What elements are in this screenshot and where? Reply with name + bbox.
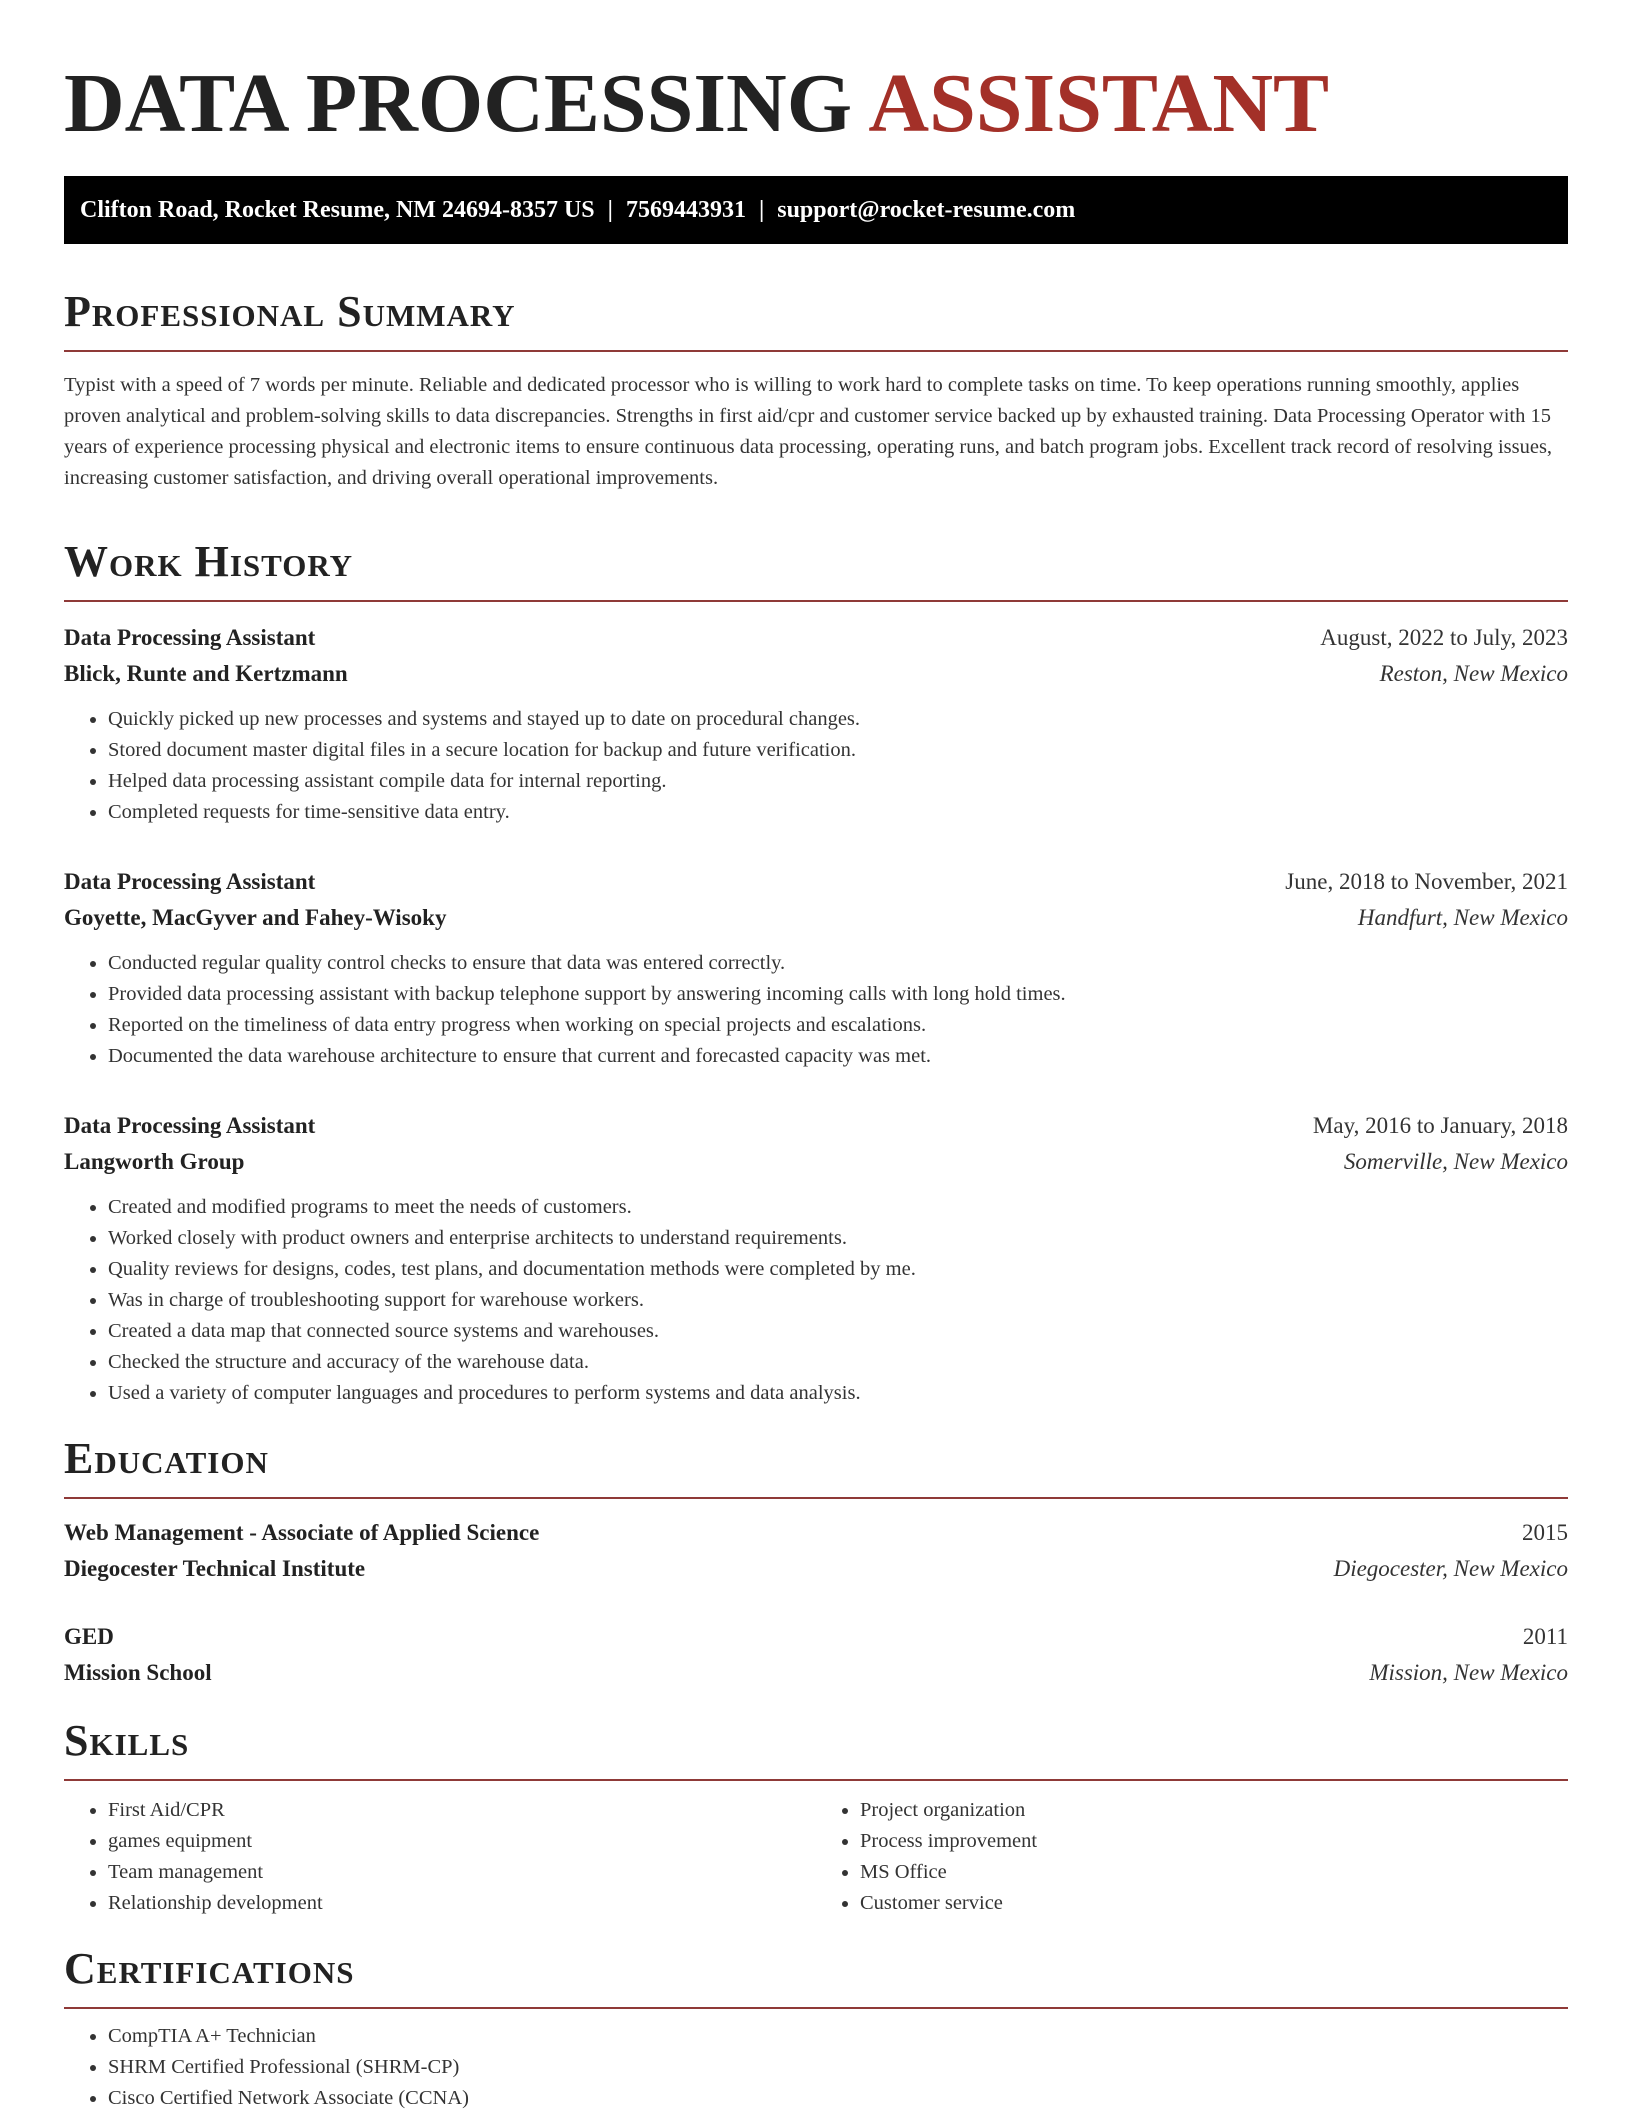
job-bullet: • Helped data processing assistant compile data for internal reporting.: [108, 766, 1568, 797]
job-bullet: • Completed requests for time-sensitive data entry.: [108, 797, 1568, 828]
job-location: Reston, New Mexico: [1379, 661, 1568, 686]
skill-item: • Customer service: [860, 1888, 1568, 1919]
job-location: Somerville, New Mexico: [1343, 1149, 1568, 1174]
summary-section: [64, 288, 1568, 494]
summary-text: Typist with a speed of 7 words per minute. Reliable and dedicated processor who is willing to work hard to complete tasks on time. To keep operations running smoothly, applies proven analytical and problem-solving skills to data discrepancies. Strengths in first aid/cpr and customer service backed up by exhausted training. Data Processing Operator with 15 years of experience processing physical and electronic items to ensure continuous data processing, operating runs, and batch program jobs. Excellent track record of resolving issues, increasing customer satisfaction, and driving overall operational improvements.: [64, 374, 1553, 489]
education-location: Diegocester, New Mexico: [1333, 1556, 1568, 1581]
job-title: Data Processing Assistant: [64, 869, 316, 894]
certifications-section: [64, 1945, 1568, 2114]
contact-bar: [64, 176, 1568, 244]
contact-phone: 7569443931: [625, 197, 746, 223]
skill-item: • MS Office: [860, 1857, 1568, 1888]
education-school: Diegocester Technical Institute: [64, 1556, 366, 1581]
job-entry: [64, 864, 1568, 1072]
job-bullets: [64, 704, 1568, 828]
job-bullet: • Used a variety of computer languages and procedures to perform systems and data analysis.: [108, 1378, 1568, 1409]
education-degree: Web Management - Associate of Applied Science: [64, 1520, 540, 1545]
education-entry: [64, 1515, 1568, 1587]
job-bullet: • Created and modified programs to meet the needs of customers.: [108, 1192, 1568, 1223]
skills-list-left: [64, 1795, 816, 1919]
skills-grid: [64, 1795, 1568, 1919]
job-bullet: • Reported on the timeliness of data entry progress when working on special projects and escalations.: [108, 1010, 1568, 1041]
job-entry: [64, 1108, 1568, 1409]
skill-item: • Team management: [108, 1857, 816, 1888]
job-bullets: [64, 948, 1568, 1072]
section-heading-skills: Skills: [64, 1717, 1568, 1781]
contact-address: Clifton Road, Rocket Resume, NM 24694-8357 US: [80, 197, 595, 223]
skill-item: • games equipment: [108, 1826, 816, 1857]
section-heading-certifications: Certifications: [64, 1945, 1568, 2009]
education-year: 2015: [1522, 1520, 1568, 1545]
skills-section: [64, 1717, 1568, 1919]
job-bullet: • Was in charge of troubleshooting support for warehouse workers.: [108, 1285, 1568, 1316]
resume-title: [64, 0, 1568, 152]
job-company: Goyette, MacGyver and Fahey-Wisoky: [64, 905, 447, 930]
job-company: Blick, Runte and Kertzmann: [64, 661, 348, 686]
education-year: 2011: [1522, 1624, 1568, 1649]
skill-item: • Process improvement: [860, 1826, 1568, 1857]
section-heading-work-history: Work History: [64, 538, 1568, 602]
work-history-section: [64, 538, 1568, 1409]
title-main: DATA PROCESSING: [64, 57, 853, 150]
job-dates: August, 2022 to July, 2023: [1320, 625, 1568, 650]
certifications-list: [64, 2021, 1568, 2114]
job-title: Data Processing Assistant: [64, 1113, 316, 1138]
skill-item: • Relationship development: [108, 1888, 816, 1919]
job-title: Data Processing Assistant: [64, 625, 316, 650]
job-bullet: • Worked closely with product owners and enterprise architects to understand requirements.: [108, 1223, 1568, 1254]
education-entry: [64, 1619, 1568, 1691]
section-heading-summary: Professional Summary: [64, 288, 1568, 352]
job-bullets: [64, 1192, 1568, 1409]
skill-item: • Project organization: [860, 1795, 1568, 1826]
job-bullet: • Checked the structure and accuracy of the warehouse data.: [108, 1347, 1568, 1378]
job-bullet: • Stored document master digital files in a secure location for backup and future verification.: [108, 735, 1568, 766]
certification-item: • SHRM Certified Professional (SHRM-CP): [108, 2052, 1568, 2083]
job-company: Langworth Group: [64, 1149, 245, 1174]
job-bullet: • Created a data map that connected source systems and warehouses.: [108, 1316, 1568, 1347]
skills-list-right: [816, 1795, 1568, 1919]
job-entry: [64, 620, 1568, 828]
skill-item: • First Aid/CPR: [108, 1795, 816, 1826]
education-section: [64, 1435, 1568, 1691]
contact-email: support@rocket-resume.com: [777, 197, 1076, 223]
job-bullet: • Quality reviews for designs, codes, test plans, and documentation methods were completed by me.: [108, 1254, 1568, 1285]
job-bullet: • Documented the data warehouse architecture to ensure that current and forecasted capacity was met.: [108, 1041, 1568, 1072]
job-bullet: • Conducted regular quality control checks to ensure that data was entered correctly.: [108, 948, 1568, 979]
contact-separator: |: [607, 197, 613, 223]
job-dates: May, 2016 to January, 2018: [1312, 1113, 1568, 1138]
title-accent: ASSISTANT: [868, 57, 1330, 150]
job-dates: June, 2018 to November, 2021: [1285, 869, 1568, 894]
job-bullet: • Provided data processing assistant with backup telephone support by answering incoming calls with long hold times.: [108, 979, 1568, 1010]
certification-item: • CompTIA A+ Technician: [108, 2021, 1568, 2052]
education-location: Mission, New Mexico: [1369, 1660, 1568, 1685]
certification-item: • Cisco Certified Network Associate (CCNA): [108, 2083, 1568, 2114]
job-location: Handfurt, New Mexico: [1357, 905, 1568, 930]
job-bullet: • Quickly picked up new processes and systems and stayed up to date on procedural changes.: [108, 704, 1568, 735]
contact-separator: |: [758, 197, 765, 223]
section-heading-education: Education: [64, 1435, 1568, 1499]
education-school: Mission School: [64, 1660, 212, 1685]
education-degree: GED: [64, 1624, 114, 1649]
